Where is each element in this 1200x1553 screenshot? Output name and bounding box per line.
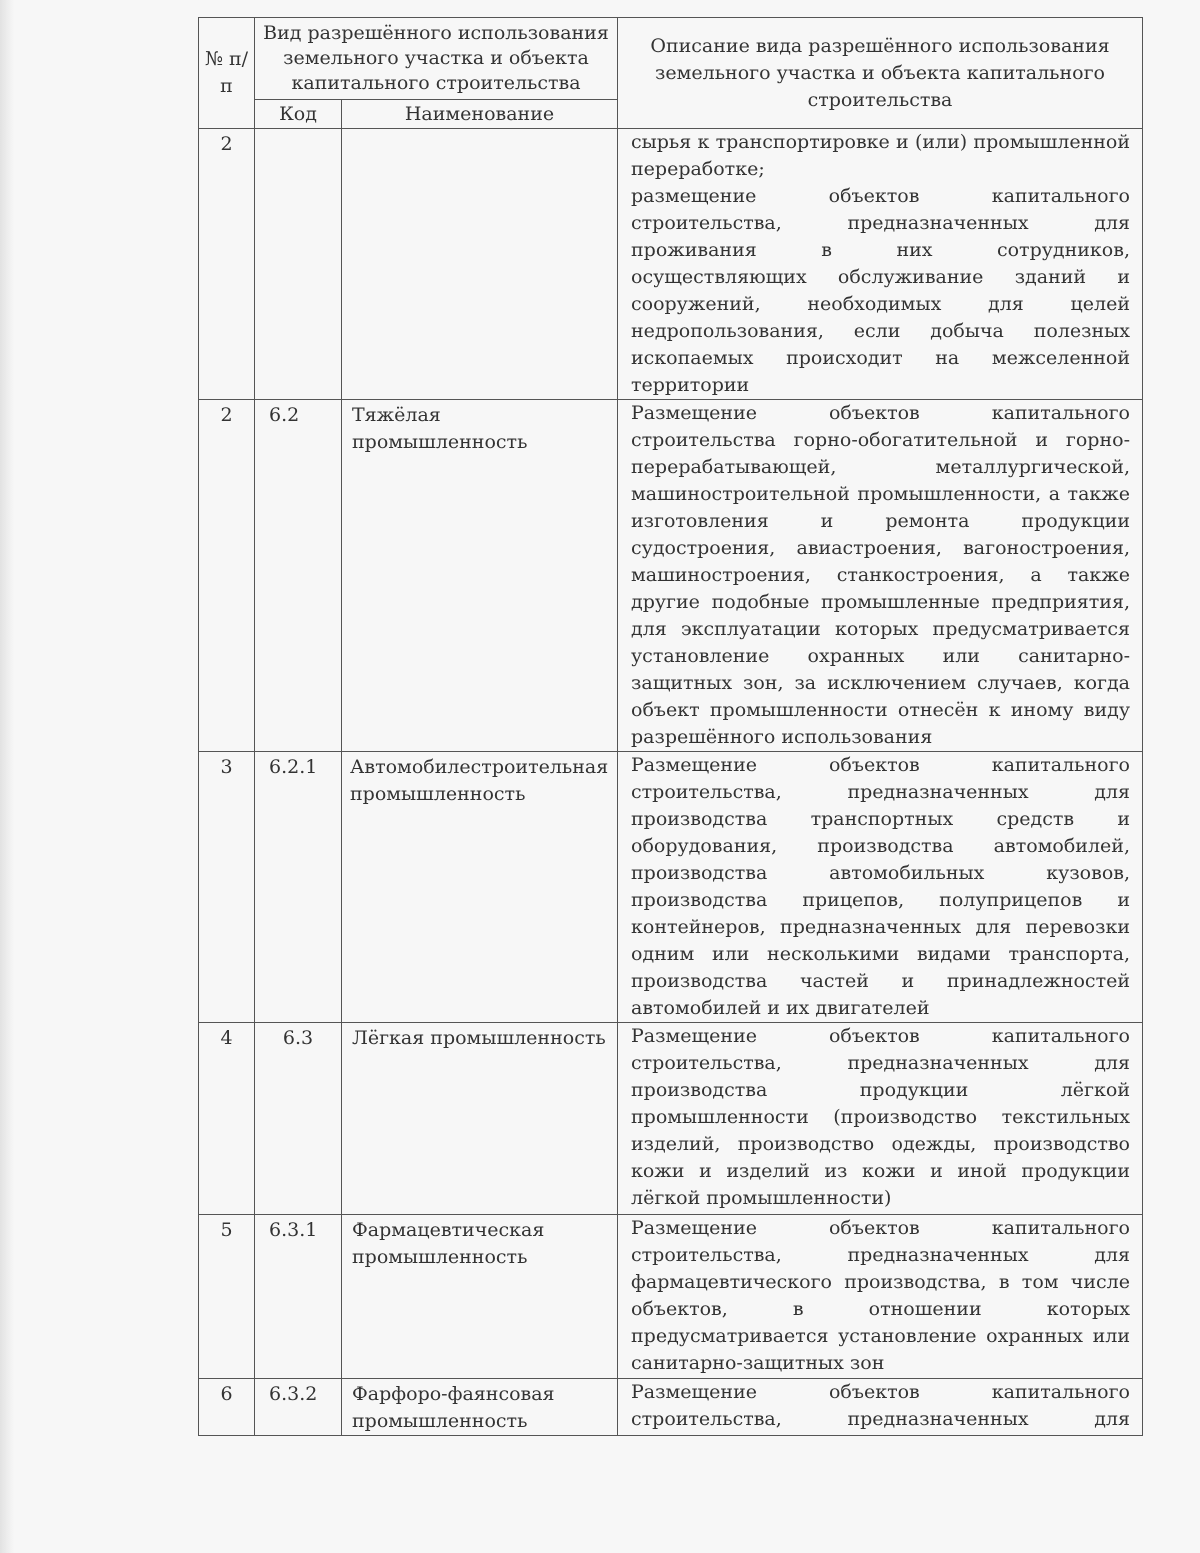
row-name-cell: Фарфоро-фаянсовая промышленность [342,1379,618,1436]
header-name: Наименование [342,100,618,129]
desc-paragraph: размещение объектов капитального строительства, предназначенных для проживания в них сотрудников, осуществляющих обслуживание зданий и сооружений, необходимых для целей недропользования, если добыча полезных ископаемых происходит на межселенной территории [631,185,1130,396]
row-code-cell [255,129,342,400]
table-row [199,1215,1143,1379]
row-num-cell: 5 [199,1215,255,1379]
row-name-cell: Автомобилестроительная промышленность [342,752,618,1023]
land-use-table [198,17,1143,1436]
header-desc: Описание вида разрешённого использования земельного участка и объекта капитального строительства [618,18,1143,129]
row-desc-cell: Размещение объектов капитального строительства, предназначенных для производства продукции лёгкой промышленности (производство текстильных изделий, производство одежды, производство кожи и изделий из кожи и иной продукции лёгкой промышленности) [618,1023,1143,1215]
row-desc-cell: Размещение объектов капитального строительства, предназначенных для фармацевтического производства, в том числе объектов, в отношении которых предусматривается установление охранных или санитарно-защитных зон [618,1215,1143,1379]
row-num-cell: 2 [199,400,255,752]
row-desc-cell [618,129,1143,400]
row-desc-cell: Размещение объектов капитального строительства, предназначенных для [618,1379,1143,1436]
row-code-cell: 6.2.1 [255,752,342,1023]
row-name-cell [342,129,618,400]
row-name-cell: Фармацевтическая промышленность [342,1215,618,1379]
row-desc-cell: Размещение объектов капитального строительства, предназначенных для производства транспортных средств и оборудования, производства автомобилей, производства автомобильных кузовов, производства прицепов, полуприцепов и контейнеров, предназначенных для перевозки одним или несколькими видами транспорта, производства частей и принадлежностей автомобилей и их двигателей [618,752,1143,1023]
table-row-continuation [199,129,1143,400]
row-num-cell: 4 [199,1023,255,1215]
row-code-cell: 6.3.1 [255,1215,342,1379]
row-num-cell: 6 [199,1379,255,1436]
row-num-cell: 2 [199,129,255,400]
header-code: Код [255,100,342,129]
row-code-cell: 6.3 [255,1023,342,1215]
row-name-cell: Лёгкая промышленность [342,1023,618,1215]
table-row [199,1023,1143,1215]
row-desc-cell: Размещение объектов капитального строительства горно-обогатительной и горно-перерабатывающей, металлургической, машиностроительной промышленности, а также изготовления и ремонта продукции судостроения, авиастроения, вагоностроения, машиностроения, станкостроения, а также другие подобные промышленные предприятия, для эксплуатации которых предусматривается установление охранных или санитарно-защитных зон, за исключением случаев, когда объект промышленности отнесён к иному виду разрешённого использования [618,400,1143,752]
row-name-cell: Тяжёлая промышленность [342,400,618,752]
header-row-top [199,18,1143,100]
table-row [199,1379,1143,1436]
desc-paragraph: сырья к транспортировке и (или) промышленной переработке; [631,131,1130,180]
scan-edge-shadow [0,0,14,1553]
header-vid: Вид разрешённого использования земельного участка и объекта капитального строительства [255,18,618,100]
row-num-cell: 3 [199,752,255,1023]
row-code-cell: 6.3.2 [255,1379,342,1436]
row-code-cell: 6.2 [255,400,342,752]
header-num: № п/п [199,18,255,129]
table-row [199,752,1143,1023]
table-row [199,400,1143,752]
